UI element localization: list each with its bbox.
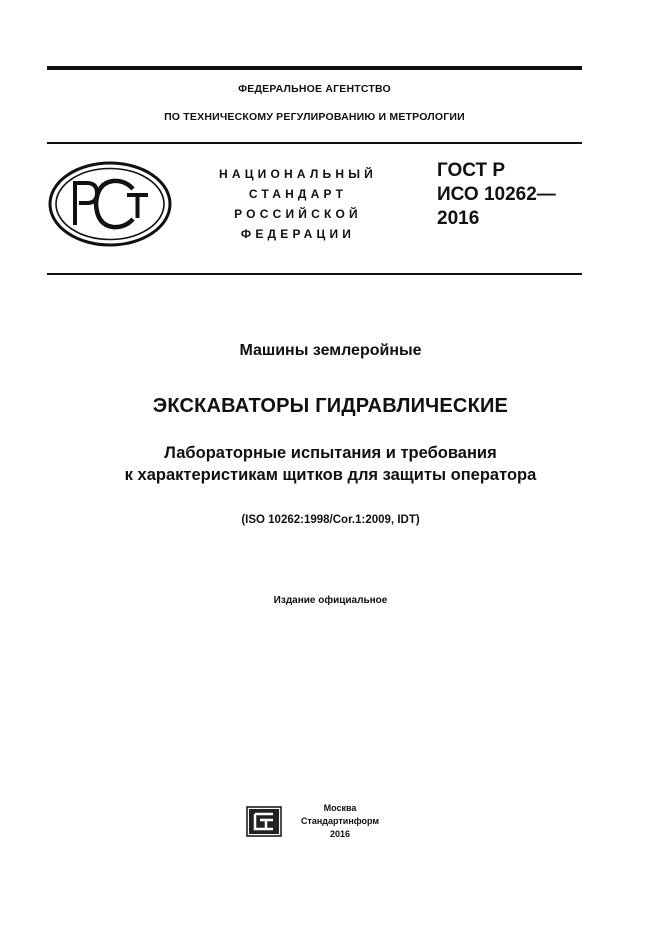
national-standard-line-1: НАЦИОНАЛЬНЫЙ bbox=[218, 167, 378, 181]
standard-designation bbox=[437, 159, 556, 231]
designation-line-2: ИСО 10262— bbox=[437, 184, 556, 205]
designation-line-3: 2016 bbox=[437, 208, 480, 229]
document-main-title: ЭКСКАВАТОРЫ ГИДРАВЛИЧЕСКИЕ bbox=[152, 395, 509, 417]
national-standard-line-4: ФЕДЕРАЦИИ bbox=[240, 227, 356, 241]
national-standard-line-3: РОССИЙСКОЙ bbox=[234, 207, 362, 221]
national-standard-line-2: СТАНДАРТ bbox=[248, 187, 348, 201]
title-block-rule bbox=[47, 273, 582, 275]
top-rule bbox=[47, 66, 582, 70]
publisher-name: Стандартинформ bbox=[300, 816, 380, 826]
iso-reference: (ISO 10262:1998/Cor.1:2009, IDT) bbox=[241, 514, 420, 526]
standartinform-logo-icon bbox=[246, 806, 282, 837]
header-rule bbox=[47, 142, 582, 144]
agency-line-1: ФЕДЕРАЛЬНОЕ АГЕНТСТВО bbox=[238, 83, 391, 95]
rst-emblem-icon bbox=[47, 159, 173, 249]
document-subtitle bbox=[0, 442, 661, 486]
edition-note: Издание официальное bbox=[273, 595, 388, 606]
subtitle-line-2: к характеристикам щитков для защиты оператора bbox=[124, 466, 537, 484]
agency-line-2: ПО ТЕХНИЧЕСКОМУ РЕГУЛИРОВАНИЮ И МЕТРОЛОГИИ bbox=[164, 111, 465, 123]
subtitle-line-1: Лабораторные испытания и требования bbox=[164, 444, 497, 462]
publisher-block bbox=[298, 802, 382, 841]
publisher-city: Москва bbox=[323, 803, 357, 813]
publisher-year: 2016 bbox=[329, 829, 351, 839]
designation-line-1: ГОСТ Р bbox=[437, 160, 506, 181]
document-group-title: Машины землеройные bbox=[239, 342, 422, 359]
national-standard-block bbox=[188, 164, 408, 244]
